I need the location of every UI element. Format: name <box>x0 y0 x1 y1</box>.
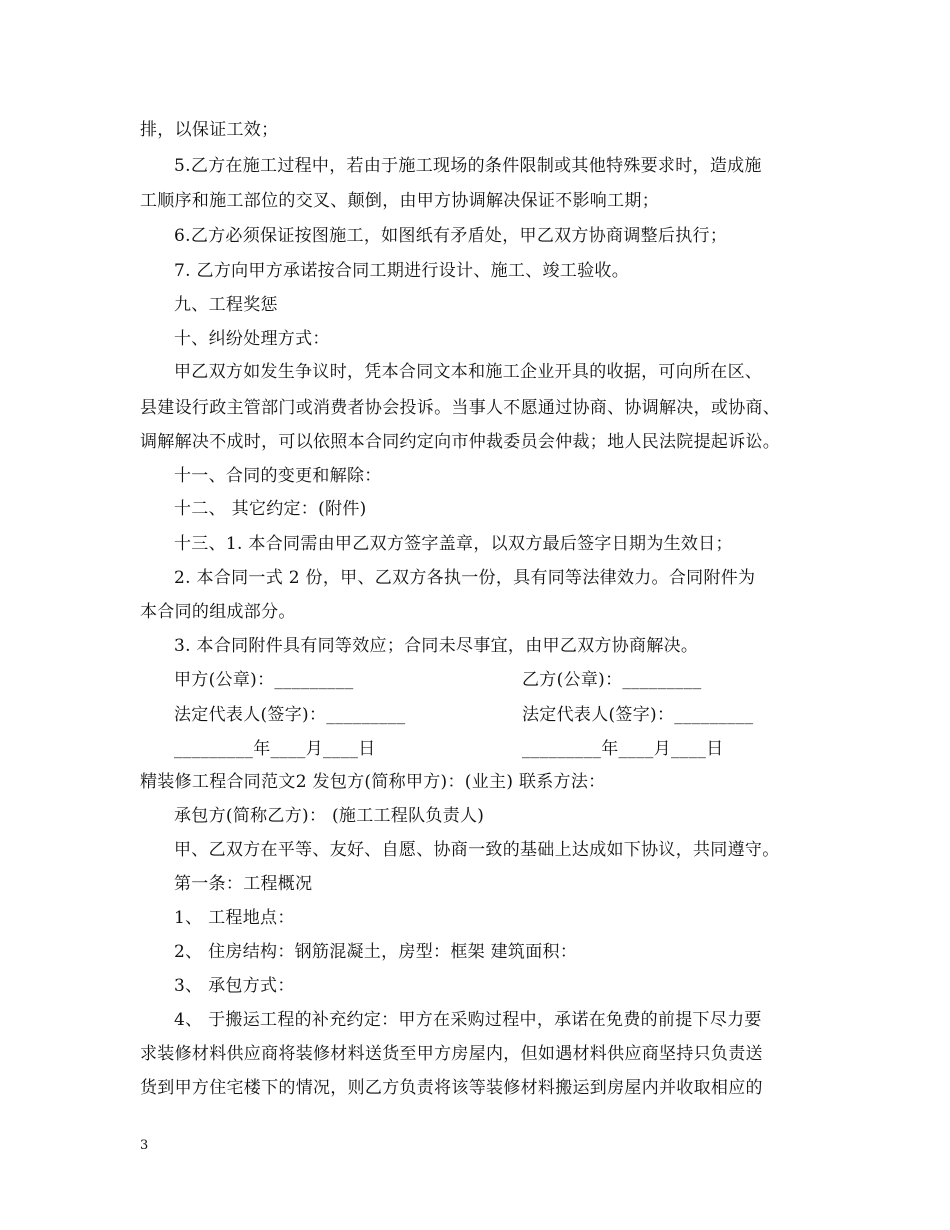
text-line: 2、 住房结构：钢筋混凝土，房型：框架 建筑面积： <box>174 942 578 962</box>
text-line: 3. 本合同附件具有同等效应；合同未尽事宜，由甲乙双方协商解决。 <box>174 636 699 656</box>
party-b-representative-field: 法定代表人(签字)：_________ <box>522 705 754 725</box>
section-heading: 十一、合同的变更和解除： <box>174 466 382 486</box>
text-line: 甲、乙双方在平等、友好、自愿、协商一致的基础上达成如下协议，共同遵守。 <box>174 840 780 860</box>
text-line: 调解解决不成时，可以依照本合同约定向市仲裁委员会仲裁；地人民法院提起诉讼。 <box>140 432 781 452</box>
text-line: 1、 工程地点： <box>174 908 295 928</box>
text-line: 4、 于搬运工程的补充约定：甲方在采购过程中，承诺在免费的前提下尽力要 <box>174 1010 762 1030</box>
text-line: 2. 本合同一式 2 份，甲、乙双方各执一份，具有同等法律效力。合同附件为 <box>174 568 756 588</box>
document-title-line: 精装修工程合同范文2 发包方(简称甲方)：(业主) 联系方法： <box>140 772 606 792</box>
section-heading: 十二、 其它约定：(附件) <box>174 499 367 519</box>
text-line: 排，以保证工效； <box>140 120 279 140</box>
section-heading: 第一条：工程概况 <box>174 874 313 894</box>
text-line: 承包方(简称乙方)： (施工工程队负责人) <box>174 806 485 826</box>
text-line: 6.乙方必须保证按图施工，如图纸有矛盾处，甲乙双方协商调整后执行； <box>174 226 728 246</box>
text-line: 5.乙方在施工过程中，若由于施工现场的条件限制或其他特殊要求时，造成施 <box>174 156 762 176</box>
text-line: 求装修材料供应商将装修材料送货至甲方房屋内，但如遇材料供应商坚持只负责送 <box>140 1044 763 1064</box>
text-line: 货到甲方住宅楼下的情况，则乙方负责将该等装修材料搬运到房屋内并收取相应的 <box>140 1078 763 1098</box>
text-line: 甲乙双方如发生争议时，凭本合同文本和施工企业开具的收据，可向所在区、 <box>174 362 763 382</box>
section-heading: 十、纠纷处理方式： <box>174 329 330 349</box>
section-heading: 九、工程奖惩 <box>174 295 278 315</box>
party-b-date-field: _________年____月____日 <box>522 739 724 759</box>
party-b-seal-field: 乙方(公章)：_________ <box>522 670 702 690</box>
party-a-date-field: _________年____月____日 <box>174 739 376 759</box>
party-a-representative-field: 法定代表人(签字)：_________ <box>174 705 406 725</box>
text-line: 县建设行政主管部门或消费者协会投诉。当事人不愿通过协商、协调解决，或协商、 <box>140 398 781 418</box>
page-number: 3 <box>140 1138 149 1153</box>
text-line: 3、 承包方式： <box>174 976 295 996</box>
text-line: 本合同的组成部分。 <box>140 602 296 622</box>
text-line: 7. 乙方向甲方承诺按合同工期进行设计、施工、竣工验收。 <box>174 261 630 281</box>
party-a-seal-field: 甲方(公章)：_________ <box>174 670 354 690</box>
text-line: 工顺序和施工部位的交叉、颠倒，由甲方协调解决保证不影响工期； <box>140 191 659 211</box>
text-line: 十三、1. 本合同需由甲乙双方签字盖章，以双方最后签字日期为生效日； <box>174 534 733 554</box>
